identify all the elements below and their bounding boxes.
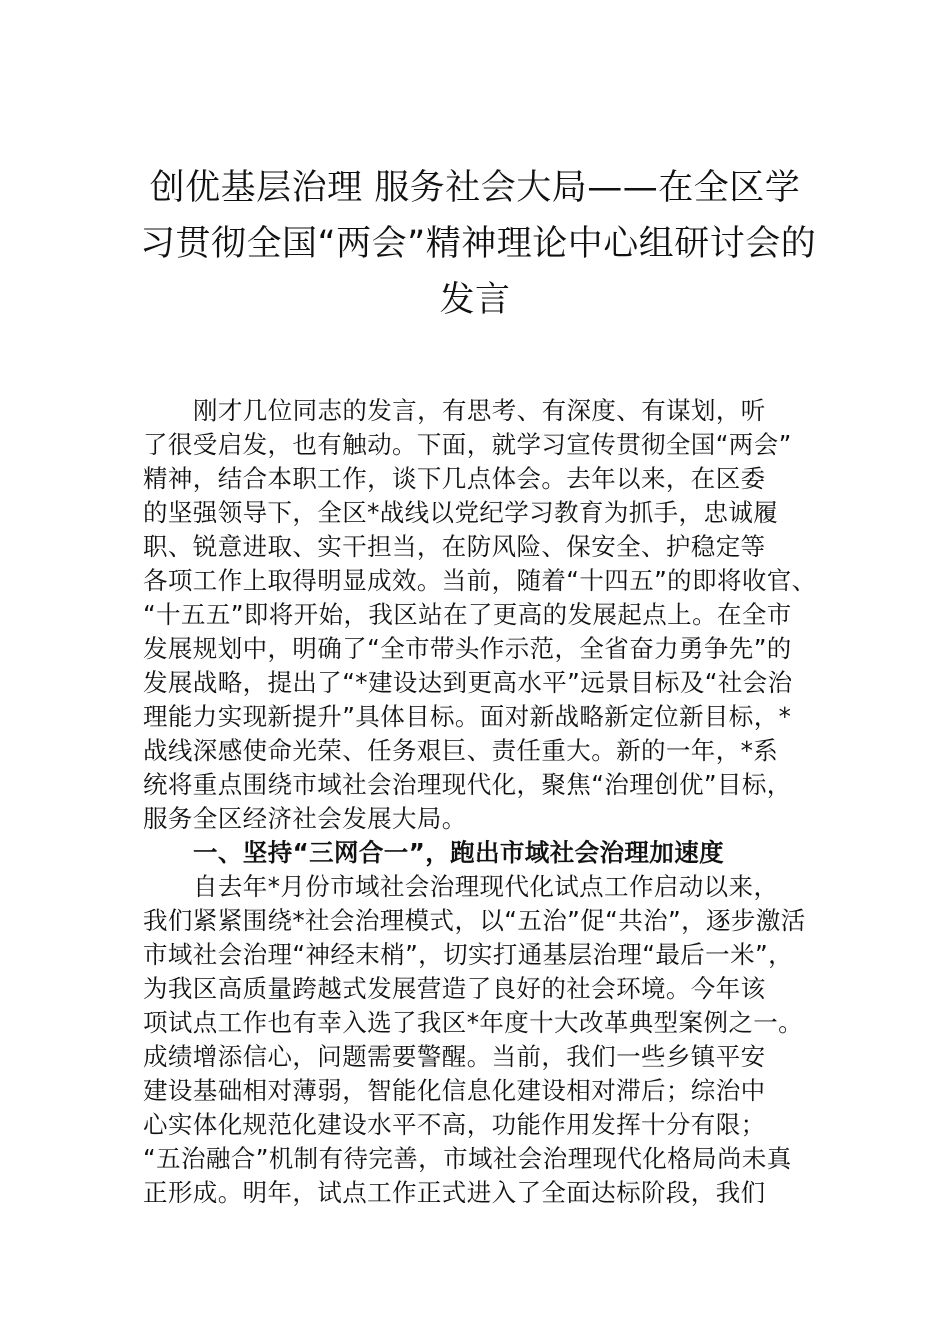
text-line: 各项工作上取得明显成效。当前，随着“十四五”的即将收官、: [143, 566, 817, 595]
text-line: 成绩增添信心，问题需要警醒。当前，我们一些乡镇平安: [143, 1042, 766, 1071]
text-line: “五治融合”机制有待完善，市域社会治理现代化格局尚未真: [143, 1144, 792, 1173]
text-line: 自去年*月份市域社会治理现代化试点工作启动以来，: [193, 872, 779, 901]
text-line: 了很受启发，也有触动。下面，就学习宣传贯彻全国“两会”: [143, 430, 792, 459]
text-line: 市域社会治理“神经末梢”，切实打通基层治理“最后一米”，: [143, 940, 793, 969]
title-line: 创优基层治理 服务社会大局——在全区学: [149, 168, 801, 208]
section-heading: [143, 836, 815, 870]
text-line: 刚才几位同志的发言，有思考、有深度、有谋划，听: [193, 396, 766, 425]
text-line: 心实体化规范化建设水平不高，功能作用发挥十分有限；: [143, 1110, 766, 1139]
text-line: 统将重点围绕市域社会治理现代化，聚焦“治理创优”目标，: [143, 770, 792, 799]
section-paragraph: [143, 870, 815, 1210]
title-line: 习贯彻全国“两会”精神理论中心组研讨会的: [140, 224, 817, 264]
intro-paragraph: [143, 394, 815, 836]
text-line: 理能力实现新提升”具体目标。面对新战略新定位新目标，*: [143, 702, 792, 731]
text-line: 精神，结合本职工作，谈下几点体会。去年以来，在区委: [143, 464, 766, 493]
text-line: 发展规划中，明确了“全市带头作示范，全省奋力勇争先”的: [143, 634, 792, 663]
text-line: 服务全区经济社会发展大局。: [143, 804, 467, 833]
document-body: [143, 394, 815, 1210]
text-line: 战线深感使命光荣、任务艰巨、责任重大。新的一年，*系: [143, 736, 779, 765]
text-line: 为我区高质量跨越式发展营造了良好的社会环境。今年该: [143, 974, 766, 1003]
title-line: 发言: [439, 280, 511, 320]
text-line: 项试点工作也有幸入选了我区*年度十大改革典型案例之一。: [143, 1008, 804, 1037]
section-heading-text: 一、坚持“三网合一”，跑出市域社会治理加速度: [193, 838, 725, 867]
text-line: 的坚强领导下，全区*战线以党纪学习教育为抓手，忠诚履: [143, 498, 779, 527]
text-line: 我们紧紧围绕*社会治理模式，以“五治”促“共治”，逐步激活: [143, 906, 806, 935]
text-line: 建设基础相对薄弱，智能化信息化建设相对滞后；综治中: [143, 1076, 766, 1105]
text-line: 职、锐意进取、实干担当，在防风险、保安全、护稳定等: [143, 532, 766, 561]
text-line: “十五五”即将开始，我区站在了更高的发展起点上。在全市: [143, 600, 792, 629]
document-title: [140, 160, 817, 328]
text-line: 发展战略，提出了“*建设达到更高水平”远景目标及“社会治: [143, 668, 793, 697]
text-line: 正形成。明年，试点工作正式进入了全面达标阶段，我们: [143, 1178, 766, 1207]
